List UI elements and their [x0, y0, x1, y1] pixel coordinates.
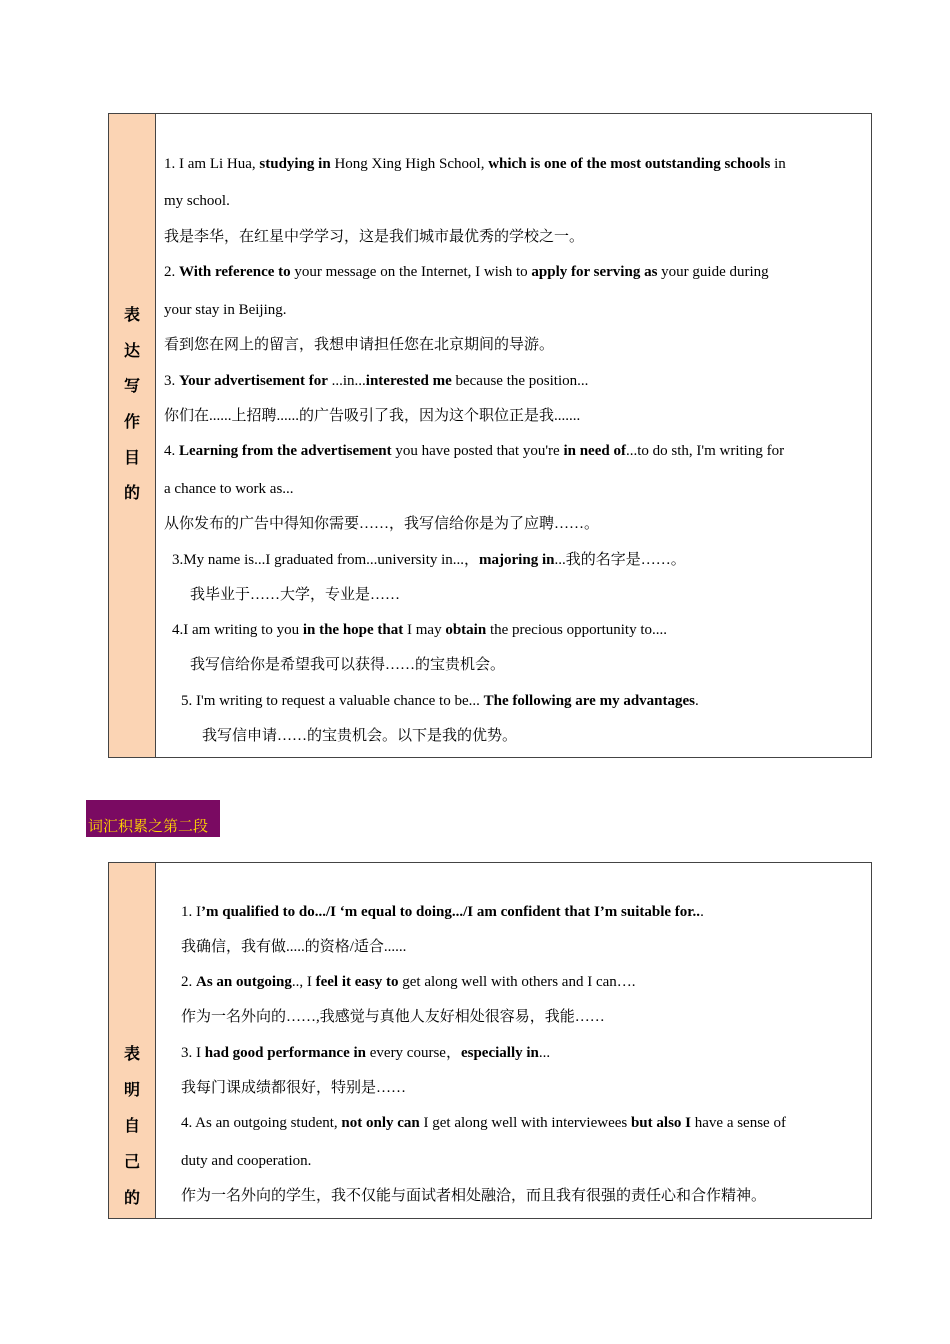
sentence-en-cont: duty and cooperation. — [181, 1153, 312, 1169]
self-introduction-table — [108, 862, 872, 1219]
sentence-cn: 从你发布的广告中得知你需要……，我写信给你是为了应聘……。 — [164, 516, 600, 532]
table-content — [156, 863, 871, 1218]
writing-purpose-table — [108, 113, 872, 758]
sentence-cn: 作为一名外向的学生，我不仅能与面试者相处融洽，而且我有很强的责任心和合作精神。 — [181, 1188, 767, 1204]
sentence-cn: 你们在......上招聘......的广告吸引了我，因为这个职位正是我....... — [164, 408, 581, 424]
label-char: 表 — [123, 1046, 140, 1063]
sentence-cn: 我是李华，在红星中学学习，这是我们城市最优秀的学校之一。 — [164, 229, 585, 245]
table-content — [156, 114, 871, 757]
section-heading-tag — [86, 800, 220, 837]
sentence-cn: 我确信，我有做.....的资格/适合...... — [181, 939, 407, 955]
label-char: 目 — [123, 450, 140, 467]
sentence-cn: 我毕业于……大学，专业是…… — [190, 587, 401, 603]
label-char: 写 — [123, 378, 140, 395]
sentence-cn: 我写信给你是希望我可以获得……的宝贵机会。 — [190, 657, 506, 673]
sentence-cn: 我每门课成绩都很好，特别是…… — [181, 1080, 407, 1096]
sentence-en: 3. Your advertisement for ...in...interested me because the position... — [164, 373, 589, 389]
label-char: 的 — [123, 485, 140, 502]
label-char: 作 — [123, 414, 140, 431]
sentence-en: 5. I'm writing to request a valuable chance to be... The following are my advantages. — [181, 693, 699, 709]
sentence-cn: 作为一名外向的……,我感觉与真他人友好相处很容易，我能…… — [181, 1009, 605, 1025]
label-char: 己 — [123, 1154, 140, 1171]
sentence-en: 3. I had good performance in every course，especially in... — [181, 1045, 551, 1061]
sentence-en: 2. With reference to your message on the Internet, I wish to apply for serving as your guide during — [164, 264, 769, 280]
sentence-en: 3.My name is...I graduated from...university in...，majoring in...我的名字是……。 — [172, 552, 686, 568]
section-heading-text: 词汇积累之第二段 — [88, 819, 209, 835]
sentence-en-cont: your stay in Beijing. — [164, 302, 287, 318]
sentence-cn: 我写信申请……的宝贵机会。以下是我的优势。 — [202, 728, 518, 744]
sentence-en: 4. As an outgoing student, not only can I get along well with interviewees but also I have a sense of — [181, 1115, 786, 1131]
sentence-en: 2. As an outgoing.., I feel it easy to get along well with others and I can…. — [181, 974, 636, 990]
sentence-cn: 看到您在网上的留言，我想申请担任您在北京期间的导游。 — [164, 337, 555, 353]
label-char: 明 — [123, 1082, 140, 1099]
row-label — [109, 863, 156, 1218]
label-char: 达 — [123, 343, 140, 360]
sentence-en-cont: my school. — [164, 193, 230, 209]
sentence-en: 1. I’m qualified to do.../I ‘m equal to doing.../I am confident that I’m suitable for... — [181, 904, 704, 920]
sentence-en: 4.I am writing to you in the hope that I may obtain the precious opportunity to.... — [172, 622, 668, 638]
label-char: 表 — [123, 307, 140, 324]
sentence-en: 4. Learning from the advertisement you have posted that you're in need of...to do sth, I'm writing for — [164, 443, 785, 459]
sentence-en: 1. I am Li Hua, studying in Hong Xing High School, which is one of the most outstanding schools in — [164, 156, 786, 172]
row-label — [109, 114, 156, 757]
label-char: 自 — [123, 1118, 140, 1135]
sentence-en-cont: a chance to work as... — [164, 481, 294, 497]
label-char: 的 — [123, 1190, 140, 1207]
